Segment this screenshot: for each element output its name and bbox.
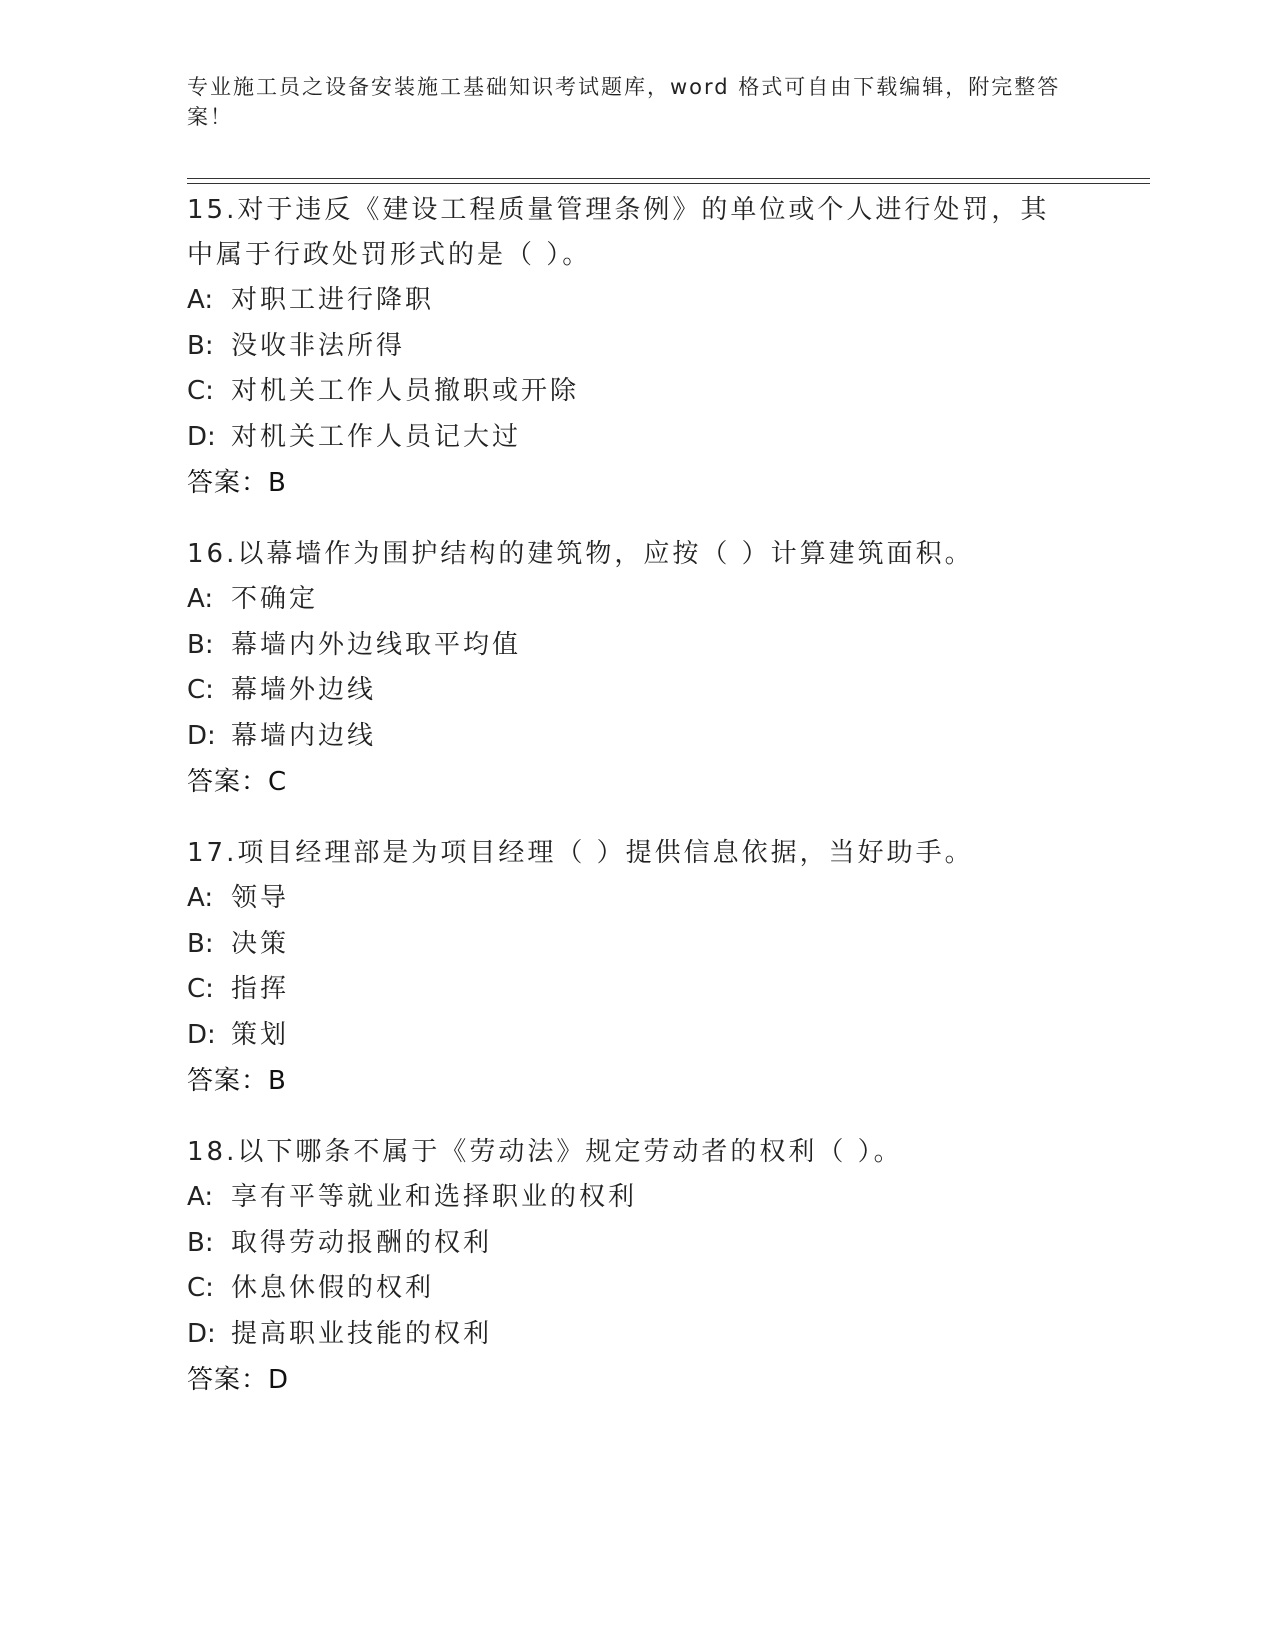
- option-d: [187, 714, 1087, 760]
- answer-line: 答案：B: [187, 1066, 287, 1096]
- option-letter: B:: [187, 928, 214, 959]
- question-stem: 15.对于违反《建设工程质量管理条例》的单位或个人进行处罚，其中属于行政处罚形式的是（ ）。: [187, 195, 1050, 270]
- option-letter: D:: [187, 1019, 216, 1050]
- option-c: [187, 369, 1087, 415]
- option-letter: A:: [187, 1182, 214, 1212]
- option-letter: A:: [187, 584, 214, 614]
- option-text: 享有平等就业和选择职业的权利: [231, 1182, 638, 1212]
- option-letter: C:: [187, 974, 214, 1004]
- header-rule-top: [187, 178, 1150, 179]
- option-text: 指挥: [231, 974, 290, 1004]
- option-letter: D:: [187, 720, 216, 751]
- question-16: [187, 532, 1087, 805]
- option-text: 决策: [231, 928, 290, 959]
- option-text: 提高职业技能的权利: [231, 1318, 493, 1349]
- option-text: 对机关工作人员撤职或开除: [231, 376, 580, 406]
- option-a: [187, 1175, 1087, 1221]
- option-text: 对职工进行降职: [231, 285, 435, 315]
- option-c: [187, 1266, 1087, 1312]
- question-stem: 18.以下哪条不属于《劳动法》规定劳动者的权利（ ）。: [187, 1137, 903, 1167]
- option-b: [187, 623, 1087, 669]
- option-text: 领导: [231, 883, 290, 913]
- option-text: 休息休假的权利: [231, 1273, 435, 1303]
- option-b: [187, 922, 1087, 968]
- document-header: 专业施工员之设备安装施工基础知识考试题库，word 格式可自由下载编辑，附完整答案！: [187, 75, 1061, 129]
- option-a: [187, 577, 1087, 623]
- option-a: [187, 876, 1087, 922]
- header-rule-bottom: [187, 183, 1150, 184]
- question-17: [187, 831, 1087, 1104]
- answer-line: 答案：D: [187, 1365, 290, 1395]
- option-b: [187, 1221, 1087, 1267]
- option-letter: B:: [187, 330, 214, 361]
- option-letter: D:: [187, 1318, 216, 1349]
- option-letter: C:: [187, 675, 214, 705]
- answer-line: 答案：B: [187, 468, 287, 498]
- option-b: [187, 324, 1087, 370]
- question-stem: 17.项目经理部是为项目经理（ ）提供信息依据，当好助手。: [187, 838, 974, 868]
- option-a: [187, 278, 1087, 324]
- option-letter: D:: [187, 421, 216, 452]
- option-d: [187, 415, 1087, 461]
- option-text: 幕墙外边线: [231, 675, 377, 705]
- option-text: 幕墙内边线: [231, 720, 377, 751]
- option-text: 幕墙内外边线取平均值: [231, 629, 522, 660]
- option-letter: B:: [187, 1227, 214, 1258]
- option-text: 对机关工作人员记大过: [231, 421, 522, 452]
- option-text: 取得劳动报酬的权利: [231, 1227, 493, 1258]
- option-letter: B:: [187, 629, 214, 660]
- option-letter: C:: [187, 376, 214, 406]
- option-d: [187, 1013, 1087, 1059]
- option-text: 不确定: [231, 584, 319, 614]
- question-stem: 16.以幕墙作为围护结构的建筑物，应按（ ）计算建筑面积。: [187, 539, 974, 569]
- question-list: [187, 188, 1087, 1429]
- answer-line: 答案：C: [187, 767, 288, 797]
- option-letter: A:: [187, 285, 214, 315]
- option-letter: A:: [187, 883, 214, 913]
- option-c: [187, 967, 1087, 1013]
- question-18: [187, 1130, 1087, 1403]
- option-d: [187, 1312, 1087, 1358]
- option-c: [187, 668, 1087, 714]
- option-letter: C:: [187, 1273, 214, 1303]
- option-text: 没收非法所得: [231, 330, 406, 361]
- question-15: [187, 188, 1087, 506]
- option-text: 策划: [231, 1019, 290, 1050]
